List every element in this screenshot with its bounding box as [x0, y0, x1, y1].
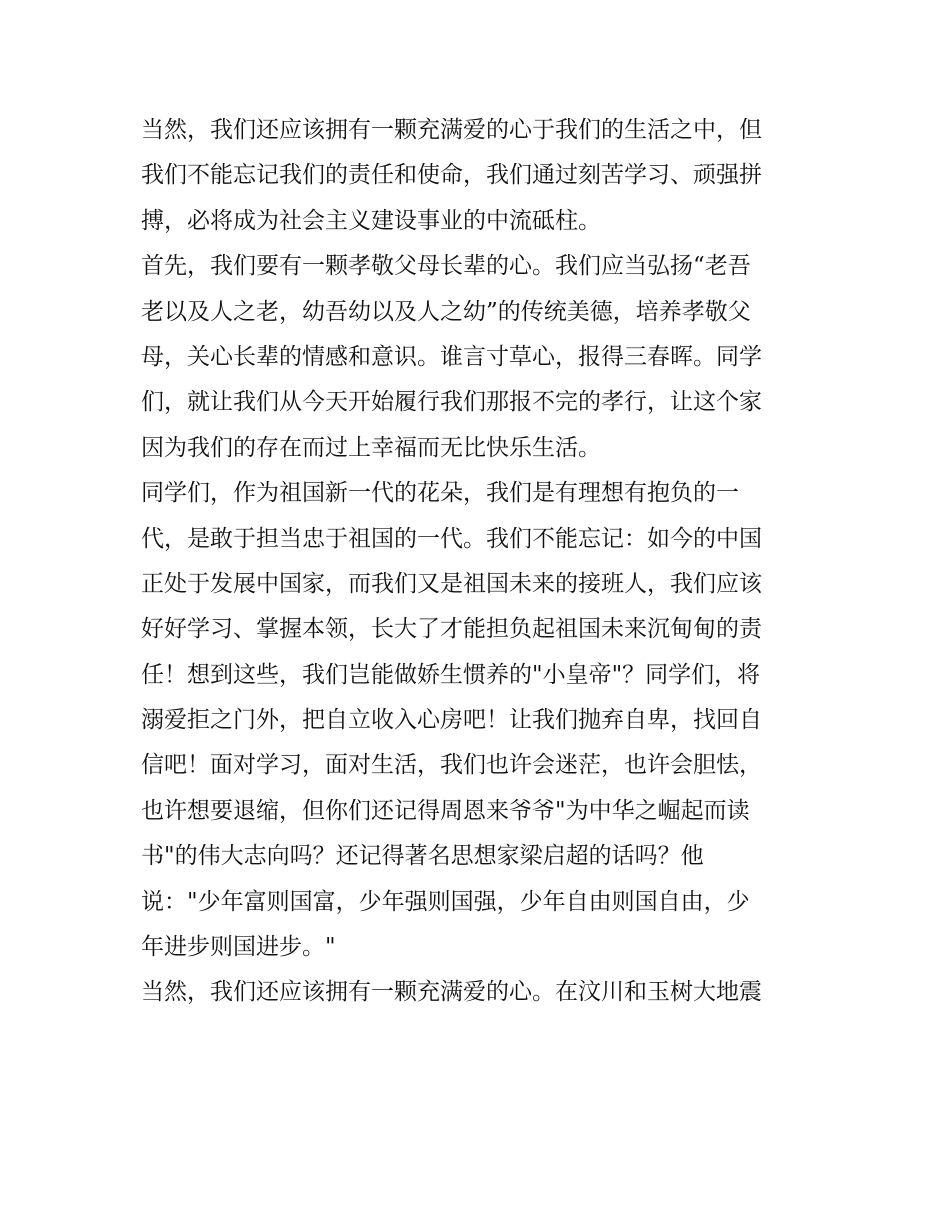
- text-line: 年进步则国进步。": [141, 934, 336, 961]
- text-line: 任！想到这些，我们岂能做娇生惯养的"小皇帝"？同学们，将: [141, 661, 761, 688]
- text-line: 我们不能忘记我们的责任和使命，我们通过刻苦学习、顽强拼: [141, 162, 762, 189]
- text-line: 当然，我们还应该拥有一颗充满爱的心。在汶川和玉树大地震: [141, 979, 762, 1006]
- text-line: 好好学习、掌握本领，长大了才能担负起祖国未来沉甸甸的责: [141, 616, 762, 643]
- text-line: 母，关心长辈的情感和意识。谁言寸草心，报得三春晖。同学: [141, 343, 762, 370]
- text-line: 也许想要退缩，但你们还记得周恩来爷爷"为中华之崛起而读: [141, 797, 750, 824]
- text-line: 说："少年富则国富，少年强则国强，少年自由则国自由，少: [141, 888, 750, 915]
- text-line: 同学们，作为祖国新一代的花朵，我们是有理想有抱负的一: [141, 480, 739, 507]
- text-line: 老以及人之老，幼吾幼以及人之幼”的传统美德，培养孝敬父: [141, 298, 751, 325]
- body-text: [141, 108, 821, 1016]
- text-line: 信吧！面对学习，面对生活，我们也许会迷茫，也许会胆怯，: [141, 752, 762, 779]
- text-line: 们，就让我们从今天开始履行我们那报不完的孝行，让这个家: [141, 389, 762, 416]
- text-line: 当然，我们还应该拥有一颗充满爱的心于我们的生活之中，但: [141, 117, 762, 143]
- text-line: 书"的伟大志向吗？还记得著名思想家梁启超的话吗？他: [141, 843, 704, 870]
- text-line: 溺爱拒之门外，把自立收入心房吧！让我们抛弃自卑，找回自: [141, 707, 762, 734]
- text-line: 首先，我们要有一颗孝敬父母长辈的心。我们应当弘扬“老吾: [141, 253, 751, 280]
- text-line: 搏，必将成为社会主义建设事业的中流砥柱。: [141, 207, 601, 234]
- text-line: 因为我们的存在而过上幸福而无比快乐生活。: [141, 434, 601, 461]
- text-line: 代，是敢于担当忠于祖国的一代。我们不能忘记：如今的中国: [141, 525, 762, 552]
- text-line: 正处于发展中国家，而我们又是祖国未来的接班人，我们应该: [141, 570, 762, 597]
